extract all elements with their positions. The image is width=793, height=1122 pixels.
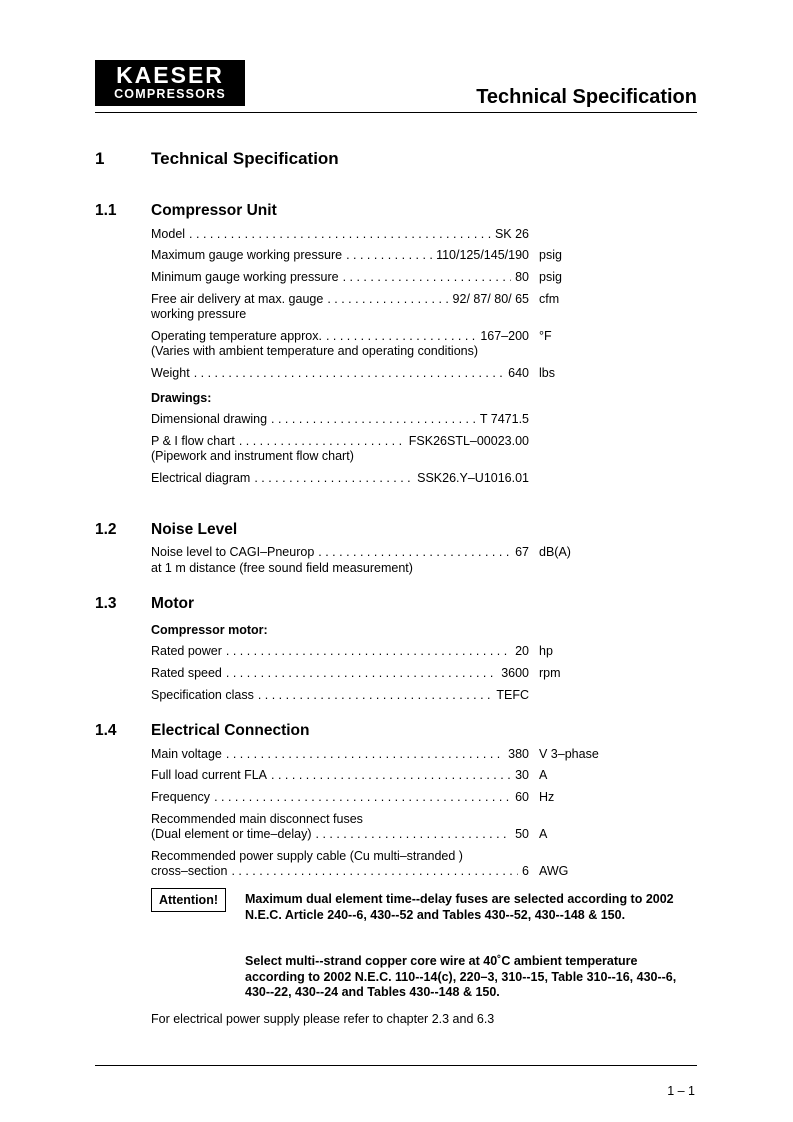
spec-unit: psig — [539, 270, 562, 284]
spec-value: 30 — [515, 768, 529, 782]
spec-unit: V 3–phase — [539, 747, 599, 761]
spec-label: Maximum gauge working pressure — [151, 248, 343, 262]
section-title: Electrical Connection — [151, 722, 310, 739]
section-title: Noise Level — [151, 521, 238, 538]
spec-note: (Pipework and instrument flow chart) — [151, 449, 354, 463]
attention-paragraph-2: Select multi--strand copper core wire at 40˚C ambient temperature according to 2002 N.E.C. 110--14(c), 220–3, 310--15, Table 310--16, 430--6, 430--22, 430--24 and Tables 430--148 & 150. — [245, 954, 677, 999]
section-title: Motor — [151, 595, 195, 612]
spec-label: Dimensional drawing — [151, 412, 268, 426]
spec-value: 380 — [508, 747, 529, 761]
section-number: 1.4 — [95, 722, 117, 739]
spec-note: (Varies with ambient temperature and operating conditions) — [151, 344, 479, 358]
spec-unit: psig — [539, 248, 562, 262]
spec-row-full-load-current — [151, 768, 529, 783]
spec-label: Frequency — [151, 790, 211, 804]
header-rule — [95, 112, 697, 113]
spec-value: 92/ 87/ 80/ 65 — [452, 292, 529, 306]
spec-value: 80 — [515, 270, 529, 284]
spec-value: 60 — [515, 790, 529, 804]
section-number: 1.1 — [95, 202, 117, 219]
section-title: Compressor Unit — [151, 202, 277, 219]
page-number: 1 – 1 — [667, 1084, 695, 1098]
spec-row-weight — [151, 366, 529, 381]
attention-paragraph-1: Maximum dual element time--delay fuses are selected according to 2002 N.E.C. Article 240--6, 430--52 and Tables 430--52, 430--148 & 150. — [245, 892, 674, 922]
spec-unit: A — [539, 827, 548, 841]
spec-row-free-air-delivery — [151, 292, 529, 307]
spec-value: SK 26 — [494, 227, 529, 241]
kaeser-logo — [95, 60, 245, 106]
spec-value: T 7471.5 — [479, 412, 529, 426]
spec-row-specification-class — [151, 688, 529, 703]
spec-row-rated-speed — [151, 666, 529, 681]
spec-label: Model — [151, 227, 186, 241]
spec-unit: °F — [539, 329, 552, 343]
spec-unit: A — [539, 768, 548, 782]
spec-row-noise-level — [151, 545, 529, 560]
footer-rule — [95, 1065, 697, 1066]
spec-label: Minimum gauge working pressure — [151, 270, 339, 284]
spec-value: 167–200 — [480, 329, 529, 343]
spec-label: Electrical diagram — [151, 471, 251, 485]
logo-line1: KAESER — [116, 62, 224, 88]
spec-label-cable: Recommended power supply cable (Cu multi–stranded ) — [151, 849, 463, 863]
spec-row-max-pressure — [151, 248, 529, 263]
spec-row-model — [151, 227, 529, 242]
spec-label: P & I flow chart — [151, 434, 235, 448]
spec-label: Specification class — [151, 688, 254, 702]
attention-label: Attention! — [151, 888, 226, 912]
spec-value: 640 — [508, 366, 529, 380]
spec-label: (Dual element or time–delay) — [151, 827, 312, 841]
spec-row-frequency — [151, 790, 529, 805]
chapter-number: 1 — [95, 149, 105, 168]
section-number: 1.3 — [95, 595, 117, 612]
spec-value: 67 — [515, 545, 529, 559]
spec-unit: AWG — [539, 864, 569, 878]
spec-label: Free air delivery at max. gauge — [151, 292, 324, 306]
spec-row-electrical-diagram — [151, 471, 529, 486]
spec-label: Weight — [151, 366, 190, 380]
power-supply-note: For electrical power supply please refer to chapter 2.3 and 6.3 — [151, 1012, 495, 1026]
spec-value: 50 — [515, 827, 529, 841]
spec-label: Noise level to CAGI–Pneurop — [151, 545, 315, 559]
spec-value: 110/125/145/190 — [436, 248, 529, 262]
spec-row-pi-flow-chart — [151, 434, 529, 449]
spec-row-temperature — [151, 329, 529, 344]
spec-value: 3600 — [501, 666, 529, 680]
logo-line2: COMPRESSORS — [114, 87, 226, 101]
spec-label: Rated power — [151, 644, 222, 658]
spec-row-cable — [151, 864, 529, 879]
header-title: Technical Specification — [476, 86, 697, 108]
spec-value: 6 — [522, 864, 529, 878]
spec-row-main-voltage — [151, 747, 529, 762]
spec-label: Main voltage — [151, 747, 222, 761]
chapter-title: Technical Specification — [151, 149, 339, 168]
spec-row-min-pressure — [151, 270, 529, 285]
spec-note: at 1 m distance (free sound field measurement) — [151, 561, 413, 575]
spec-value: FSK26STL–00023.00 — [408, 434, 529, 448]
spec-label: cross–section — [151, 864, 228, 878]
spec-label-cont: working pressure — [151, 307, 247, 321]
spec-label: Full load current FLA — [151, 768, 268, 782]
spec-value: SSK26.Y–U1016.01 — [417, 471, 529, 485]
spec-unit: hp — [539, 644, 553, 658]
spec-label-fuses: Recommended main disconnect fuses — [151, 812, 363, 826]
spec-row-dimensional-drawing — [151, 412, 529, 427]
spec-row-fuses — [151, 827, 529, 842]
subheading-drawings: Drawings: — [151, 391, 212, 405]
spec-value: 20 — [515, 644, 529, 658]
subheading-compressor-motor: Compressor motor: — [151, 623, 268, 637]
spec-unit: dB(A) — [539, 545, 571, 559]
spec-value: TEFC — [496, 688, 529, 702]
spec-row-rated-power — [151, 644, 529, 659]
spec-unit: Hz — [539, 790, 555, 804]
spec-label: Rated speed — [151, 666, 222, 680]
spec-unit: lbs — [539, 366, 555, 380]
spec-unit: cfm — [539, 292, 560, 306]
section-number: 1.2 — [95, 521, 117, 538]
spec-label: Operating temperature approx. — [151, 329, 322, 343]
spec-unit: rpm — [539, 666, 561, 680]
